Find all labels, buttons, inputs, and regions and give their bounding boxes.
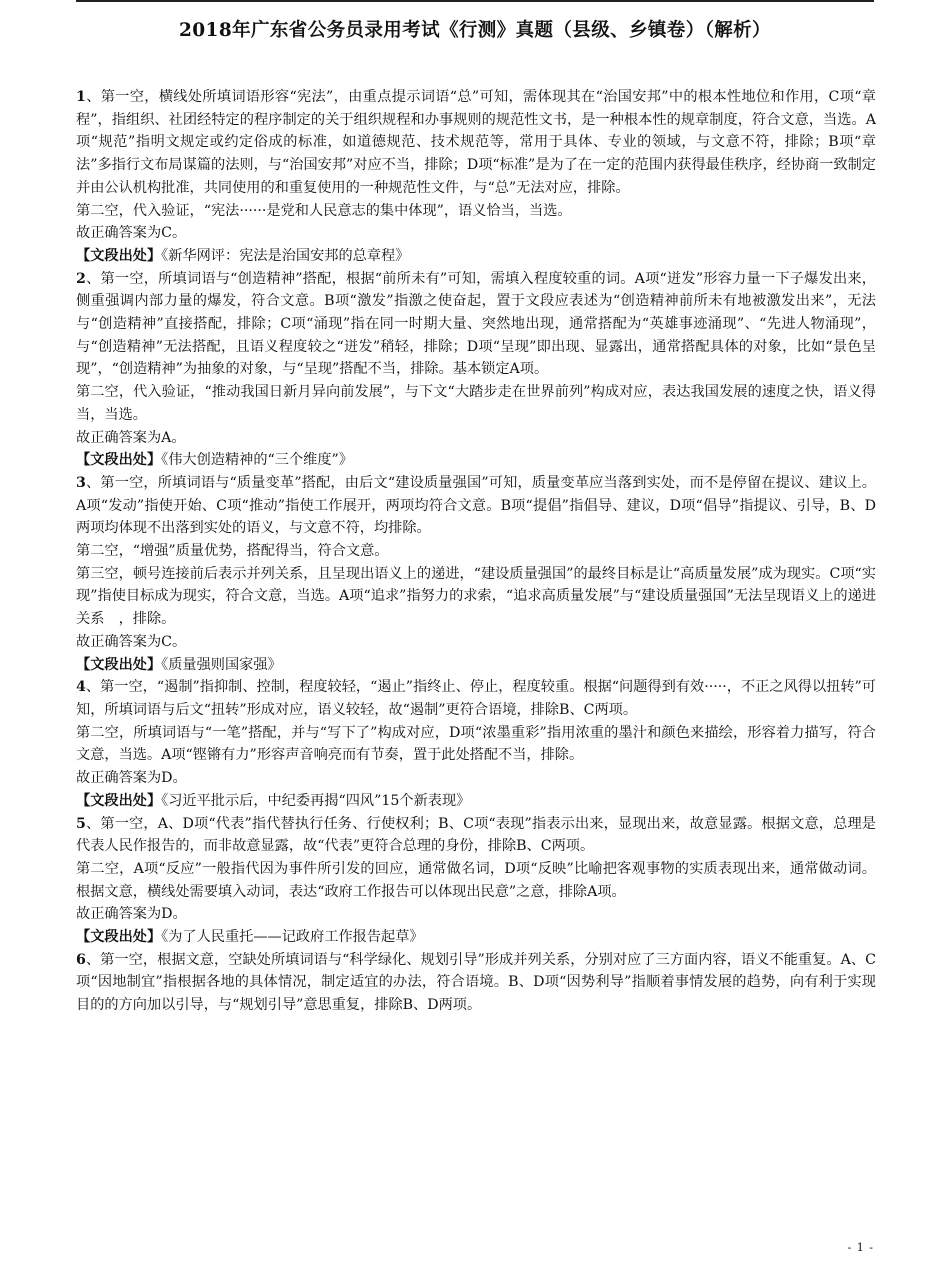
q5-text-1: 、第一空，A、D项“代表”指代替执行任务、行使权利；B、C项“表现”指表示出来，显现出来，故意显露。根据文意，总理是代表人民作报告的，而非故意显露，故“代表”更符合总理的身份，排除B、C两项。 bbox=[76, 815, 876, 855]
q4-answer: 故正确答案为D。 bbox=[76, 770, 187, 787]
q1-source bbox=[76, 245, 876, 268]
q5-number: 5 bbox=[76, 815, 86, 832]
q2-paragraph-1 bbox=[76, 268, 876, 382]
q1-text-1: 、第一空，横线处所填词语形容“宪法”，由重点提示词语“总”可知，需体现其在“治国安邦”中的根本性地位和作用，C项“章程”，指组织、社团经特定的程序制定的关于组织规程和办事规则的规范性文书，是一种根本性的规章制度，符合文意，当选。A项“规范”指明文规定或约定俗成的标准，如道德规范、技术规范等，常用于具体、专业的领域，与文意不符，排除；B项“章法”多指行文布局谋篇的法则，与“治国安邦”对应不当，排除；D项“标准”是为了在一定的范围内获得最佳秩序，经协商一致制定并由公认机构批准，共同使用的和重复使用的一种规范性文件，与“总”无法对应，排除。 bbox=[76, 89, 876, 196]
q2-source bbox=[76, 449, 876, 472]
q4-number: 4 bbox=[76, 679, 86, 696]
q2-number: 2 bbox=[76, 270, 86, 287]
q3-source-tag: 【文段出处】 bbox=[76, 656, 162, 673]
q3-source-title: 《质量强则国家强》 bbox=[161, 656, 282, 673]
q3-source bbox=[76, 654, 876, 677]
q3-text-1: 、第一空，所填词语与“质量变革”搭配，由后文“建设质量强国”可知，质量变革应当落到实处，而不是停留在提议、建议上。A项“发动”指使开始、C项“推动”指使工作展开，两项均符合文意。B项“提倡”指倡导、建议，D项“倡导”指提议、引导，B、D两项均体现不出落到实处的语义，与文意不符，均排除。 bbox=[76, 474, 876, 537]
q1-source-tag: 【文段出处】 bbox=[76, 247, 162, 264]
q4-source-title: 《习近平批示后，中纪委再揭“四风”15个新表现》 bbox=[161, 792, 471, 809]
q1-paragraph-1 bbox=[76, 86, 876, 200]
q4-source bbox=[76, 790, 876, 813]
q6-paragraph-1 bbox=[76, 949, 876, 1017]
document-body bbox=[76, 86, 876, 1017]
document-title: 2018年广东省公务员录用考试《行测》真题（县级、乡镇卷）（解析） bbox=[179, 20, 771, 41]
q1-paragraph-2: 第二空，代入验证，“宪法······是党和人民意志的集中体现”，语义恰当，当选。 bbox=[76, 202, 572, 219]
q3-paragraph-3: 第三空，顿号连接前后表示并列关系，且呈现出语义上的递进，“建设质量强国”的最终目标是让“高质量发展”成为现实。C项“实现”指使目标成为现实，符合文意，当选。A项“追求”指努力的求索，“追求高质量发展”与“建设质量强国”无法呈现语义上的递进关系 ，排除。 bbox=[76, 565, 876, 628]
q1-answer: 故正确答案为C。 bbox=[76, 225, 187, 242]
q4-text-1: 、第一空，“遏制”指抑制、控制，程度较轻，“遏止”指终止、停止，程度较重。根据“问题得到有效·····，不正之风得以扭转”可知，所填词语与后文“扭转”形成对应，语义较轻，故“遏制”更符合语境，排除B、C两项。 bbox=[76, 679, 876, 718]
q3-paragraph-2: 第二空，“增强”质量优势，搭配得当，符合文意。 bbox=[76, 543, 389, 560]
q3-paragraph-1 bbox=[76, 472, 876, 540]
q5-source-tag: 【文段出处】 bbox=[76, 929, 162, 946]
q1-source-title: 《新华网评：宪法是治国安邦的总章程》 bbox=[161, 247, 410, 264]
q2-answer: 故正确答案为A。 bbox=[76, 429, 186, 446]
q5-paragraph-1 bbox=[76, 813, 876, 858]
q2-source-title: 《伟大创造精神的“三个维度”》 bbox=[161, 452, 353, 469]
q5-answer: 故正确答案为D。 bbox=[76, 906, 187, 923]
header-rule bbox=[76, 0, 874, 2]
q4-paragraph-2: 第二空，所填词语与“一笔”搭配，并与“写下了”构成对应，D项“浓墨重彩”指用浓重的墨汁和颜色来描绘，形容着力描写，符合文意，当选。A项“铿锵有力”形容声音响亮而有节奏，置于此处搭配不当，排除。 bbox=[76, 724, 876, 764]
q2-text-1: 、第一空，所填词语与“创造精神”搭配，根据“前所未有”可知，需填入程度较重的词。A项“迸发”形容力量一下子爆发出来，侧重强调内部力量的爆发，符合文意。B项“激发”指激之使奋起，置于文段应表述为“创造精神前所未有地被激发出来”，无法与“创造精神”直接搭配，排除；C项“涌现”指在同一时期大量、突然地出现，通常搭配为“英雄事迹涌现”、“先进人物涌现”，与“创造精神”无法搭配，且语义程度较之“迸发”稍轻，排除；D项“呈现”即出现、显露出，通常搭配具体的对象，比如“景色呈现”，“创造精神”为抽象的对象，与“呈现”搭配不当，排除。基本锁定A项。 bbox=[76, 270, 876, 378]
q1-number: 1 bbox=[76, 89, 86, 105]
q3-answer: 故正确答案为C。 bbox=[76, 633, 187, 650]
q6-number: 6 bbox=[76, 951, 86, 968]
q4-source-tag: 【文段出处】 bbox=[76, 792, 162, 809]
q4-paragraph-1 bbox=[76, 676, 876, 721]
q3-number: 3 bbox=[76, 474, 86, 491]
q2-paragraph-2: 第二空，代入验证，“推动我国日新月异向前发展”，与下文“大踏步走在世界前列”构成对应，表达我国发展的速度之快，语义得当，当选。 bbox=[76, 384, 876, 423]
q5-source bbox=[76, 926, 876, 949]
q5-paragraph-2: 第二空，A项“反应”一般指代因为事件所引发的回应，通常做名词，D项“反映”比喻把客观事物的实质表现出来，通常做动词。根据文意，横线处需要填入动词，表达“政府工作报告可以体现出民意”之意，排除A项。 bbox=[76, 860, 876, 900]
q5-source-title: 《为了人民重托——记政府工作报告起草》 bbox=[161, 929, 424, 946]
page-number: - 1 - bbox=[847, 1241, 874, 1254]
q6-text-1: 、第一空，根据文意，空缺处所填词语与“科学绿化、规划引导”形成并列关系，分别对应了三方面内容，语义不能重复。A、C项“因地制宜”指根据各地的具体情况，制定适宜的办法，符合语境。B、D项“因势利导”指顺着事情发展的趋势，向有利于实现目的的方向加以引导，与“规划引导”意思重复，排除B、D两项。 bbox=[76, 951, 876, 1014]
q2-source-tag: 【文段出处】 bbox=[76, 452, 162, 469]
